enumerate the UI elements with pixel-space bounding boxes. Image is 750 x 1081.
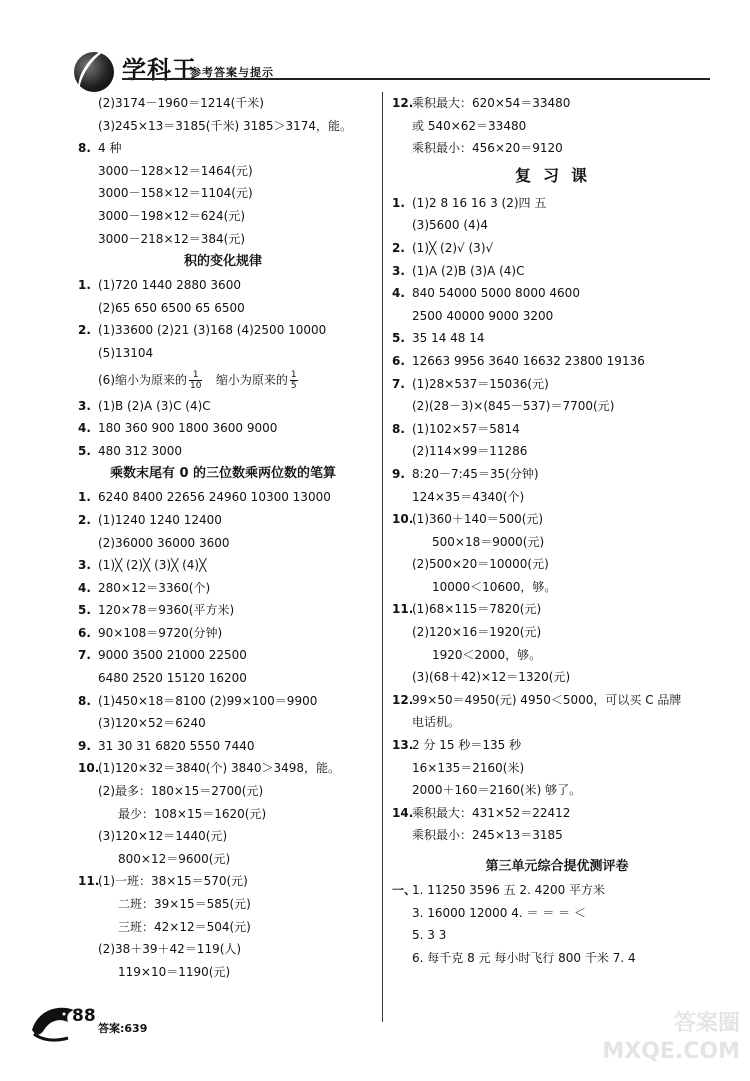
answer-text: 6. 每千克 8 元 每小时飞行 800 千米 7. 4 (412, 950, 636, 965)
section-title: 复习课 (514, 165, 599, 185)
question-number: 5. (392, 331, 405, 346)
answer-line: (3)245×13＝3185(千米) 3185＞3174，能。 (98, 118, 353, 133)
question-line (392, 508, 722, 531)
question-number: 1. (78, 278, 91, 293)
question-line (78, 440, 368, 463)
answer-text: 5. 3 3 (412, 928, 447, 943)
answer-line: 800×12＝9600(元) (118, 851, 231, 866)
question-number: 3. (392, 263, 405, 278)
answer-line: (3)120×12＝1440(元) (98, 829, 228, 844)
question-number: 2. (78, 512, 91, 527)
question-line (78, 417, 368, 440)
answer-line: (2)3174－1960＝1214(千米) (98, 96, 264, 110)
answer-line: 6480 2520 15120 16200 (98, 671, 247, 686)
question-12 (392, 92, 722, 115)
answer-text: (1)1240 1240 12400 (98, 512, 222, 527)
question-line (392, 192, 722, 215)
answer-text: 乘积最大：620×54＝33480 (412, 96, 571, 110)
answer-text: 6240 8400 22656 24960 10300 13000 (98, 490, 331, 505)
answer-text: 2500 40000 9000 3200 (412, 308, 554, 323)
answer-line (392, 305, 722, 328)
answer-text: 2000＋160＝2160(米) 够了。 (412, 783, 582, 798)
answer-text: (1)720 1440 2880 3600 (98, 278, 241, 293)
question-number: 7. (392, 376, 405, 391)
answer-line: (2)38＋39＋42＝119(人) (98, 942, 242, 957)
watermark (560, 1010, 740, 1074)
answer-line (392, 644, 722, 667)
answer-text: 124×35＝4340(个) (412, 489, 525, 504)
answer-text: (1)68×115＝7820(元) (412, 602, 542, 617)
question-number: 9. (392, 466, 405, 481)
answer-text: (1)A (2)B (3)A (4)C (412, 263, 525, 278)
answer-text: 乘积最大：431×52＝22412 (412, 805, 571, 820)
answer-text: (1)B (2)A (3)C (4)C (98, 398, 211, 413)
question-line (392, 373, 722, 396)
page-number: 88 (72, 1006, 96, 1026)
answer-text: 480 312 3000 (98, 443, 182, 458)
question-number: 8. (78, 141, 91, 156)
answer-line: 3000－158×12＝1104(元) (98, 186, 253, 201)
question-line (78, 509, 368, 532)
answer-text: 35 14 48 14 (412, 331, 485, 346)
answer-line (392, 666, 722, 689)
question-number: 4. (392, 286, 405, 301)
fraction-numerator: 1 (290, 369, 297, 380)
answer-line (392, 214, 722, 237)
answer-line: 3000－198×12＝624(元) (98, 208, 246, 223)
question-number: 3. (78, 398, 91, 413)
answer-text: (1)╳ (2)╳ (3)╳ (4)╳ (98, 558, 207, 573)
answer-line (392, 395, 722, 418)
answer-text: (6)缩小为原来的 (98, 372, 187, 387)
answer-line (392, 553, 722, 576)
question-number: 1. (392, 195, 405, 210)
answer-line: (2)最多：180×15＝2700(元) (98, 784, 264, 799)
question-number: 12. (392, 96, 414, 110)
answer-text: (3)5600 (4)4 (412, 218, 488, 233)
question-line (392, 463, 722, 486)
question-number: 11. (78, 874, 100, 889)
answer-line: 119×10＝1190(元) (118, 964, 231, 979)
answer-line: 或 540×62＝33480 (412, 118, 527, 133)
question-number: 12. (392, 692, 414, 707)
answer-line: 最少：108×15＝1620(元) (118, 806, 267, 821)
section-title: 乘数末尾有 0 的三位数乘两位数的笔算 (109, 466, 337, 482)
question-line (392, 879, 722, 902)
question-line (392, 689, 722, 712)
question-number: 11. (392, 602, 414, 617)
answer-text: (1)450×18＝8100 (2)99×100＝9900 (98, 693, 318, 708)
answer-text: 16×135＝2160(米) (412, 760, 525, 775)
answer-text: 840 54000 5000 8000 4600 (412, 286, 580, 301)
question-line (78, 599, 368, 622)
question-number: 14. (392, 805, 414, 820)
answer-text: (1)28×537＝15036(元) (412, 376, 549, 391)
question-number: 10. (392, 512, 414, 527)
answer-text: (1)120×32＝3840(个) 3840＞3498，能。 (98, 761, 341, 776)
question-number: 4. (78, 580, 91, 595)
answer-text: (1)33600 (2)21 (3)168 (4)2500 10000 (98, 323, 327, 338)
question-number: 2. (392, 240, 405, 255)
question-number: 5. (78, 603, 91, 618)
answer-text: 8:20－7:45＝35(分钟) (412, 466, 539, 481)
section-title: 积的变化规律 (183, 254, 262, 270)
watermark-line: MXQE.COM (602, 1039, 740, 1064)
column-divider (382, 92, 383, 1022)
answer-code: 答案:639 (98, 1022, 148, 1035)
fraction-denominator: 5 (290, 380, 297, 391)
answer-line (392, 924, 722, 947)
answer-text: (2)(28－3)×(845－537)＝7700(元) (412, 399, 615, 414)
left-column (78, 92, 368, 983)
answer-text: 乘积最小：245×13＝3185 (412, 828, 563, 843)
question-line (392, 327, 722, 350)
answer-text: (1)╳ (2)√ (3)√ (412, 240, 494, 255)
answer-line: 3000－128×12＝1464(元) (98, 163, 253, 178)
answer-line (392, 711, 722, 734)
question-line (78, 395, 368, 418)
question-number: 13. (392, 738, 414, 753)
question-number: 7. (78, 648, 91, 663)
question-line (78, 622, 368, 645)
answer-text: 99×50＝4950(元) 4950＜5000，可以买 C 品牌 (412, 692, 682, 707)
fraction (189, 370, 202, 391)
answer-text: (2)500×20＝10000(元) (412, 557, 549, 572)
answer-text: (3)(68＋42)×12＝1320(元) (412, 670, 571, 685)
question-line (392, 418, 722, 441)
question-line (78, 577, 368, 600)
question-number: 8. (78, 693, 91, 708)
question-line (392, 734, 722, 757)
answer-line: (2)65 650 6500 65 6500 (98, 300, 245, 315)
question-number: 8. (392, 421, 405, 436)
answer-line (392, 824, 722, 847)
question-number: 1. (78, 490, 91, 505)
question-number: 6. (78, 625, 91, 640)
question-number: 4. (78, 421, 91, 436)
answer-line: (3)120×52＝6240 (98, 716, 206, 731)
answer-text: (1)360＋140＝500(元) (412, 512, 544, 527)
question-number: 一、 (392, 883, 417, 897)
answer-text: 500×18＝9000(元) (432, 534, 545, 549)
answer-line: 三班：42×12＝504(元) (118, 919, 251, 934)
answer-line (392, 531, 722, 554)
answer-text: 180 360 900 1800 3600 9000 (98, 421, 278, 436)
question-10 (78, 757, 368, 780)
answer-text: 10000＜10600，够。 (432, 579, 557, 594)
logo-ball-icon (74, 52, 114, 92)
logo-text: 学科王 (122, 55, 197, 84)
answer-text: 280×12＝3360(个) (98, 580, 211, 595)
answer-text: 1920＜2000，够。 (432, 647, 542, 662)
answer-line (392, 486, 722, 509)
page-header (70, 48, 710, 96)
answer-line (392, 902, 722, 925)
answer-text: 90×108＝9720(分钟) (98, 625, 223, 640)
answer-text: 电话机。 (412, 715, 461, 730)
fraction (290, 370, 298, 391)
answer-line (392, 576, 722, 599)
question-line (392, 350, 722, 373)
answer-line: 二班：39×15＝585(元) (118, 897, 251, 911)
answer-line (392, 757, 722, 780)
question-line (78, 735, 368, 758)
question-number: 9. (78, 738, 91, 753)
question-8 (78, 137, 368, 160)
answer-text: 4 种 (98, 141, 122, 156)
answer-line (392, 621, 722, 644)
fraction-denominator: 10 (190, 380, 202, 391)
question-line (78, 274, 368, 297)
answer-line: (5)13104 (98, 345, 154, 360)
answer-line (392, 440, 722, 463)
question-line (78, 690, 368, 713)
answer-text: (2)120×16＝1920(元) (412, 625, 542, 640)
answer-text: 12663 9956 3640 16632 23800 19136 (412, 353, 645, 368)
answer-text: 3. 16000 12000 4. ＝ ＝ ＝ ＜ (412, 905, 586, 920)
header-subtitle: 参考答案与提示 (190, 66, 274, 79)
question-number: 2. (78, 323, 91, 338)
question-line (78, 554, 368, 577)
answer-line (392, 947, 722, 970)
answer-line: 乘积最小：456×20＝9120 (412, 141, 563, 156)
question-line (392, 237, 722, 260)
answer-text: 120×78＝9360(平方米) (98, 603, 235, 618)
answer-text: (2)114×99＝11286 (412, 444, 528, 459)
question-line (78, 486, 368, 509)
question-number: 5. (78, 443, 91, 458)
answer-line: 3000－218×12＝384(元) (98, 231, 246, 246)
answer-line-fractions (78, 365, 368, 395)
answer-text: 31 30 31 6820 5550 7440 (98, 738, 255, 753)
question-number: 6. (392, 353, 405, 368)
answer-text: 1. 11250 3596 五 2. 4200 平方米 (412, 883, 606, 897)
question-11 (78, 870, 368, 893)
section-title: 第三单元综合提优测评卷 (485, 859, 629, 874)
right-column (392, 92, 722, 969)
question-line (392, 260, 722, 283)
question-line (392, 282, 722, 305)
answer-text: (1)2 8 16 16 3 (2)四 五 (412, 195, 547, 210)
question-line (78, 319, 368, 342)
fraction-numerator: 1 (189, 370, 202, 381)
answer-text: 9000 3500 21000 22500 (98, 648, 247, 663)
review-answers (392, 192, 722, 847)
unit3-answers (392, 879, 722, 969)
answer-text: (1)一班：38×15＝570(元) (98, 874, 248, 889)
answer-line: (2)36000 36000 3600 (98, 535, 230, 550)
answer-text: (1)102×57＝5814 (412, 421, 520, 436)
watermark-line: 答案圈 (673, 1011, 740, 1036)
answer-text: 2 分 15 秒＝135 秒 (412, 738, 522, 753)
question-line (78, 644, 368, 667)
question-number: 3. (78, 558, 91, 573)
answer-text: 缩小为原来的 (215, 372, 288, 387)
answer-line (392, 779, 722, 802)
question-number: 10. (78, 761, 100, 776)
question-line (392, 598, 722, 621)
question-line (392, 802, 722, 825)
